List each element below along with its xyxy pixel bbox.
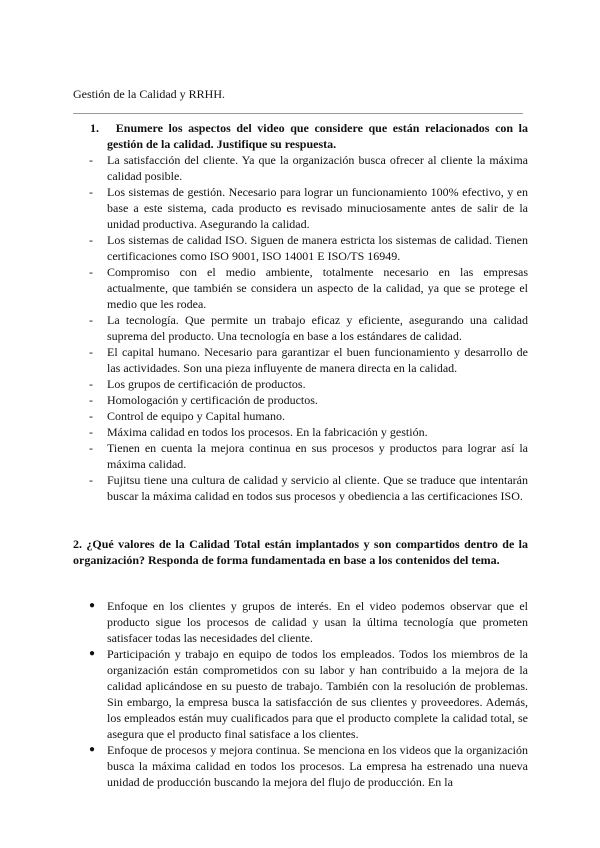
dash-bullet: - [89, 377, 93, 391]
section-1-question-text: Enumere los aspectos del video que considere que están relacionados con la gestión de la calidad. Justifique su respuesta. [107, 121, 528, 151]
list-item: - Control de equipo y Capital humano. [89, 409, 285, 423]
list-item: ● Participación y trabajo en equipo de todos los empleados. Todos los miembros de la organización están comprometidos con su labor y han contribuido a la mejora de la calidad aplicándose en su puesto de trabajo. También con la resolución de problemas. Sin embargo, la empresa busca la satisfacción de sus clientes y proveedores. Además, los empleados están muy cualificados para que el producto complete la calidad total, se asegura que el producto final satisface a los clientes. [89, 647, 528, 741]
list-item: - La satisfacción del cliente. Ya que la organización busca ofrecer al cliente la máxima calidad posible. [89, 153, 528, 183]
list-item: - La tecnología. Que permite un trabajo eficaz y eficiente, asegurando una calidad suprema del producto. Una tecnología en base a los estándares de calidad. [89, 313, 528, 343]
dash-bullet: - [89, 153, 93, 167]
round-bullet-icon: ● [89, 600, 96, 611]
section-2-number: 2. [73, 537, 82, 551]
list-item: - Los grupos de certificación de productos. [89, 377, 306, 391]
list-item: - El capital humano. Necesario para garantizar el buen funcionamiento y desarrollo de las actividades. Son una pieza influyente de manera directa en la calidad. [89, 345, 528, 375]
dash-bullet: - [89, 233, 93, 247]
list-item: - Tienen en cuenta la mejora continua en sus procesos y productos para lograr así la máxima calidad. [89, 441, 528, 471]
round-bullet-icon: ● [89, 648, 96, 659]
section-1-question [90, 120, 528, 152]
list-item: - Los sistemas de gestión. Necesario para lograr un funcionamiento 100% efectivo, y en base a este sistema, cada producto es revisado minuciosamente antes de salir de la unidad productiva. Asegurando la calidad. [89, 185, 528, 231]
section-1-list [73, 152, 528, 504]
list-item: ● Enfoque de procesos y mejora continua. Se menciona en los videos que la organización busca la máxima calidad en todos los procesos. La empresa ha estrenado una nueva unidad de producción buscando la mejora del flujo de producción. En la [89, 743, 528, 789]
header-divider [73, 113, 523, 114]
list-item: - Máxima calidad en todos los procesos. En la fabricación y gestión. [89, 425, 428, 439]
page-header-title: Gestión de la Calidad y RRHH. [73, 87, 225, 101]
dash-bullet: - [89, 425, 93, 439]
section-2-question-text: ¿Qué valores de la Calidad Total están implantados y son compartidos dentro de la organización? Responda de forma fundamentada en base a los contenidos del tema. [73, 537, 529, 567]
section-1-number: 1. [90, 121, 99, 135]
dash-bullet: - [89, 265, 93, 279]
list-item: - Los sistemas de calidad ISO. Siguen de manera estricta los sistemas de calidad. Tienen certificaciones como ISO 9001, ISO 14001 E ISO/TS 16949. [89, 233, 528, 263]
section-2 [73, 536, 528, 790]
dash-bullet: - [89, 409, 93, 423]
list-item: ● Enfoque en los clientes y grupos de interés. En el video podemos observar que el producto sigue los procesos de calidad y usan la última tecnología que prometen satisfacer todas las necesidades del cliente. [89, 599, 528, 645]
list-item: - Homologación y certificación de productos. [89, 393, 318, 407]
dash-bullet: - [89, 473, 93, 487]
section-2-question [73, 536, 528, 568]
dash-bullet: - [89, 393, 93, 407]
dash-bullet: - [89, 345, 93, 359]
dash-bullet: - [89, 313, 93, 327]
section-1 [73, 120, 528, 504]
round-bullet-icon: ● [89, 744, 96, 755]
list-item: - Compromiso con el medio ambiente, totalmente necesario en las empresas actualmente, que también se considera un aspecto de la calidad, ya que se protege el medio que les rodea. [89, 265, 528, 311]
dash-bullet: - [89, 185, 93, 199]
dash-bullet: - [89, 441, 93, 455]
list-item: - Fujitsu tiene una cultura de calidad y servicio al cliente. Que se traduce que intentarán buscar la máxima calidad en todos sus procesos y obediencia a las certificaciones ISO. [89, 473, 528, 503]
section-2-list [73, 598, 528, 790]
